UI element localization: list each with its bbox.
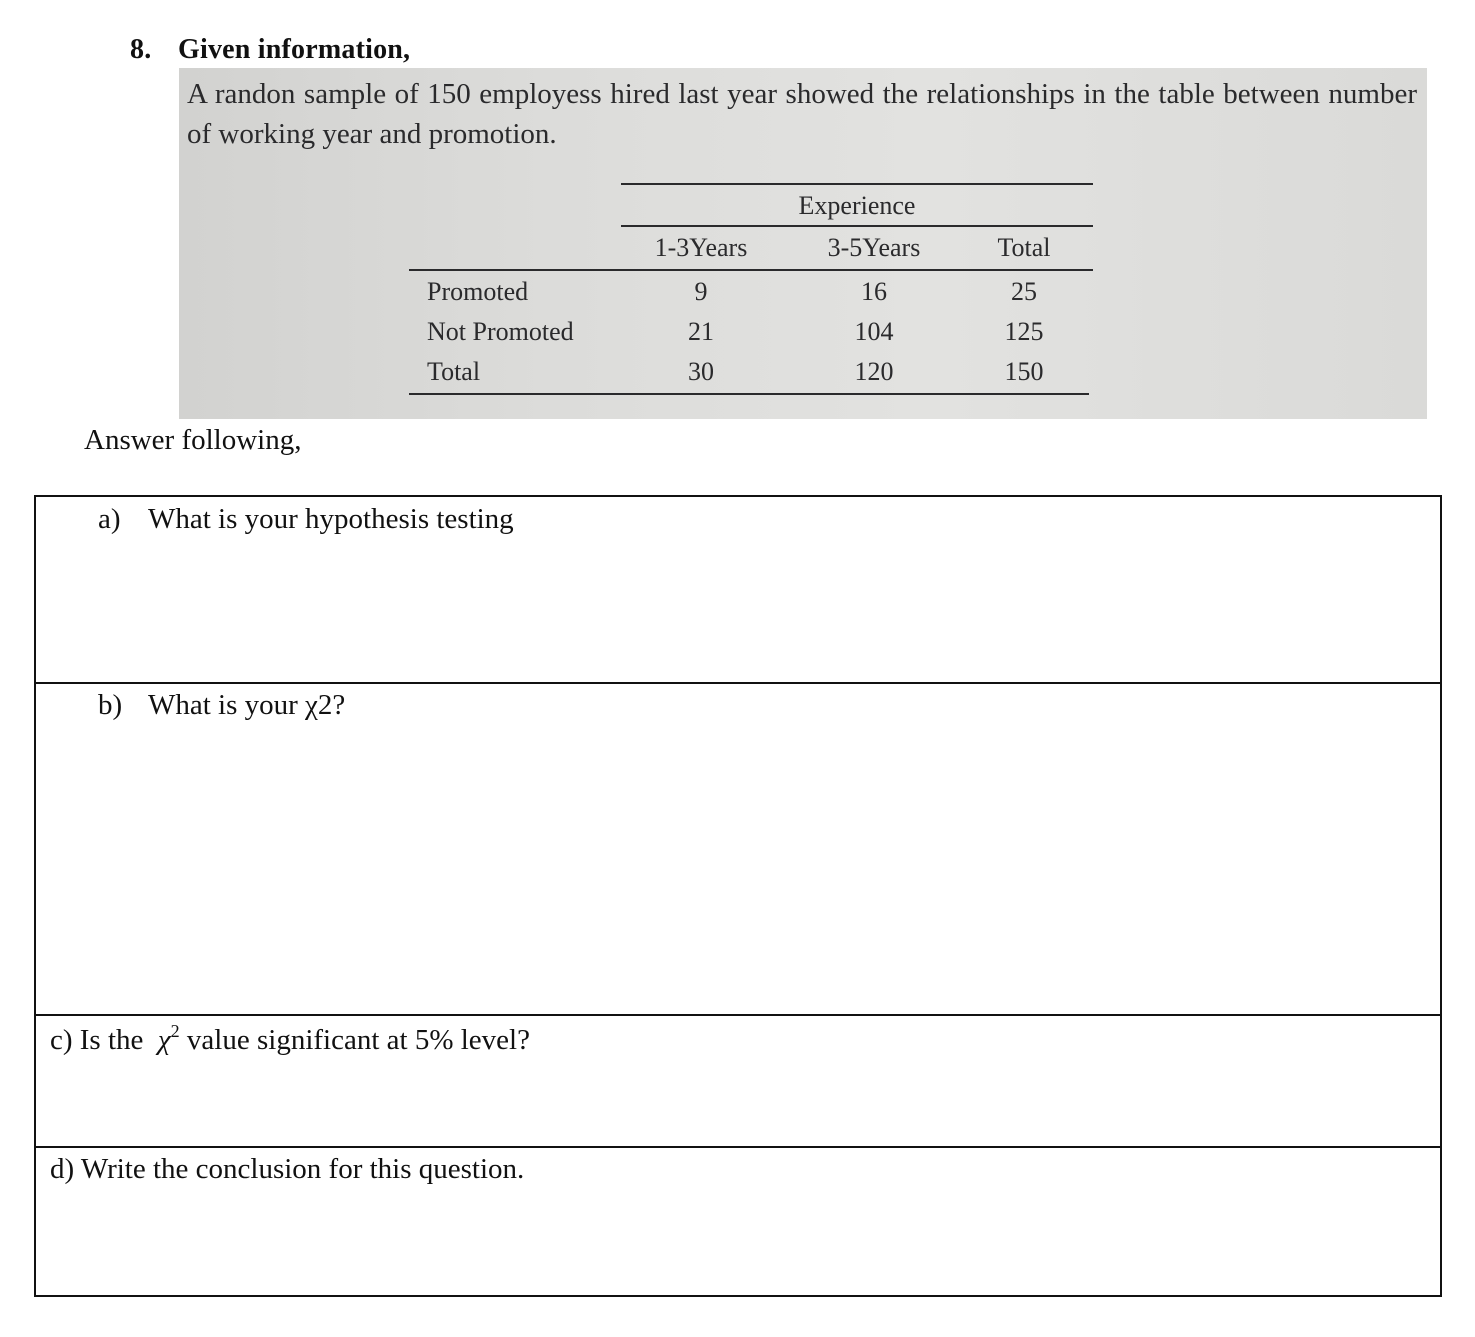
prompt-c: [50, 1021, 530, 1057]
table-col-header: Total: [997, 233, 1051, 262]
prompt-c-prefix: c) Is the: [50, 1024, 144, 1056]
prompt-c-suffix: value significant at 5% level?: [186, 1024, 530, 1056]
prompt-a-text: What is your hypothesis testing: [148, 503, 514, 535]
table-cell: 30: [688, 357, 714, 386]
question-number: 8.: [130, 34, 152, 65]
question-heading: [130, 34, 410, 66]
table-cell: 16: [861, 277, 887, 306]
table-header-rule: [409, 269, 1093, 271]
table-cell: 9: [694, 277, 708, 306]
table-row-label: Promoted: [427, 277, 529, 306]
prompt-d: d) Write the conclusion for this question.: [50, 1153, 525, 1185]
answer-box-d[interactable]: [36, 1148, 1440, 1295]
answer-grid: [34, 495, 1442, 1297]
table-top-rule: [621, 183, 1093, 185]
table-cell: 25: [1011, 277, 1037, 306]
contingency-table: [409, 183, 1089, 398]
question-photo: [179, 68, 1427, 419]
table-col-header: 1-3Years: [654, 233, 748, 262]
prompt-a-letter: a): [98, 503, 121, 535]
table-cell: 150: [1004, 357, 1044, 386]
answer-box-c[interactable]: [36, 1016, 1440, 1148]
prompt-b-text: What is your χ2?: [148, 689, 346, 721]
table-cell: 104: [854, 317, 894, 346]
table-col-header: 3-5Years: [827, 233, 921, 262]
question-description: A randon sample of 150 employess hired last year showed the relationships in the table between number of working year and promotion.: [187, 78, 1417, 150]
question-title: Given information,: [178, 34, 411, 65]
prompt-b: [98, 689, 345, 722]
table-row-label: Not Promoted: [427, 317, 574, 346]
answer-intro: Answer following,: [84, 424, 302, 456]
chi-exponent: 2: [170, 1021, 180, 1041]
table-row-label: Total: [427, 357, 481, 386]
answer-box-b[interactable]: [36, 684, 1440, 1016]
answer-box-a[interactable]: [36, 497, 1440, 684]
table-group-rule: [621, 225, 1093, 227]
prompt-a: [98, 503, 514, 536]
table-cell: 120: [854, 357, 894, 386]
prompt-b-letter: b): [98, 689, 123, 721]
table-cell: 125: [1004, 317, 1044, 346]
table-group-header: Experience: [798, 191, 916, 220]
chi-symbol: χ: [157, 1024, 171, 1056]
table-cell: 21: [688, 317, 714, 346]
table-bottom-rule: [409, 393, 1089, 395]
